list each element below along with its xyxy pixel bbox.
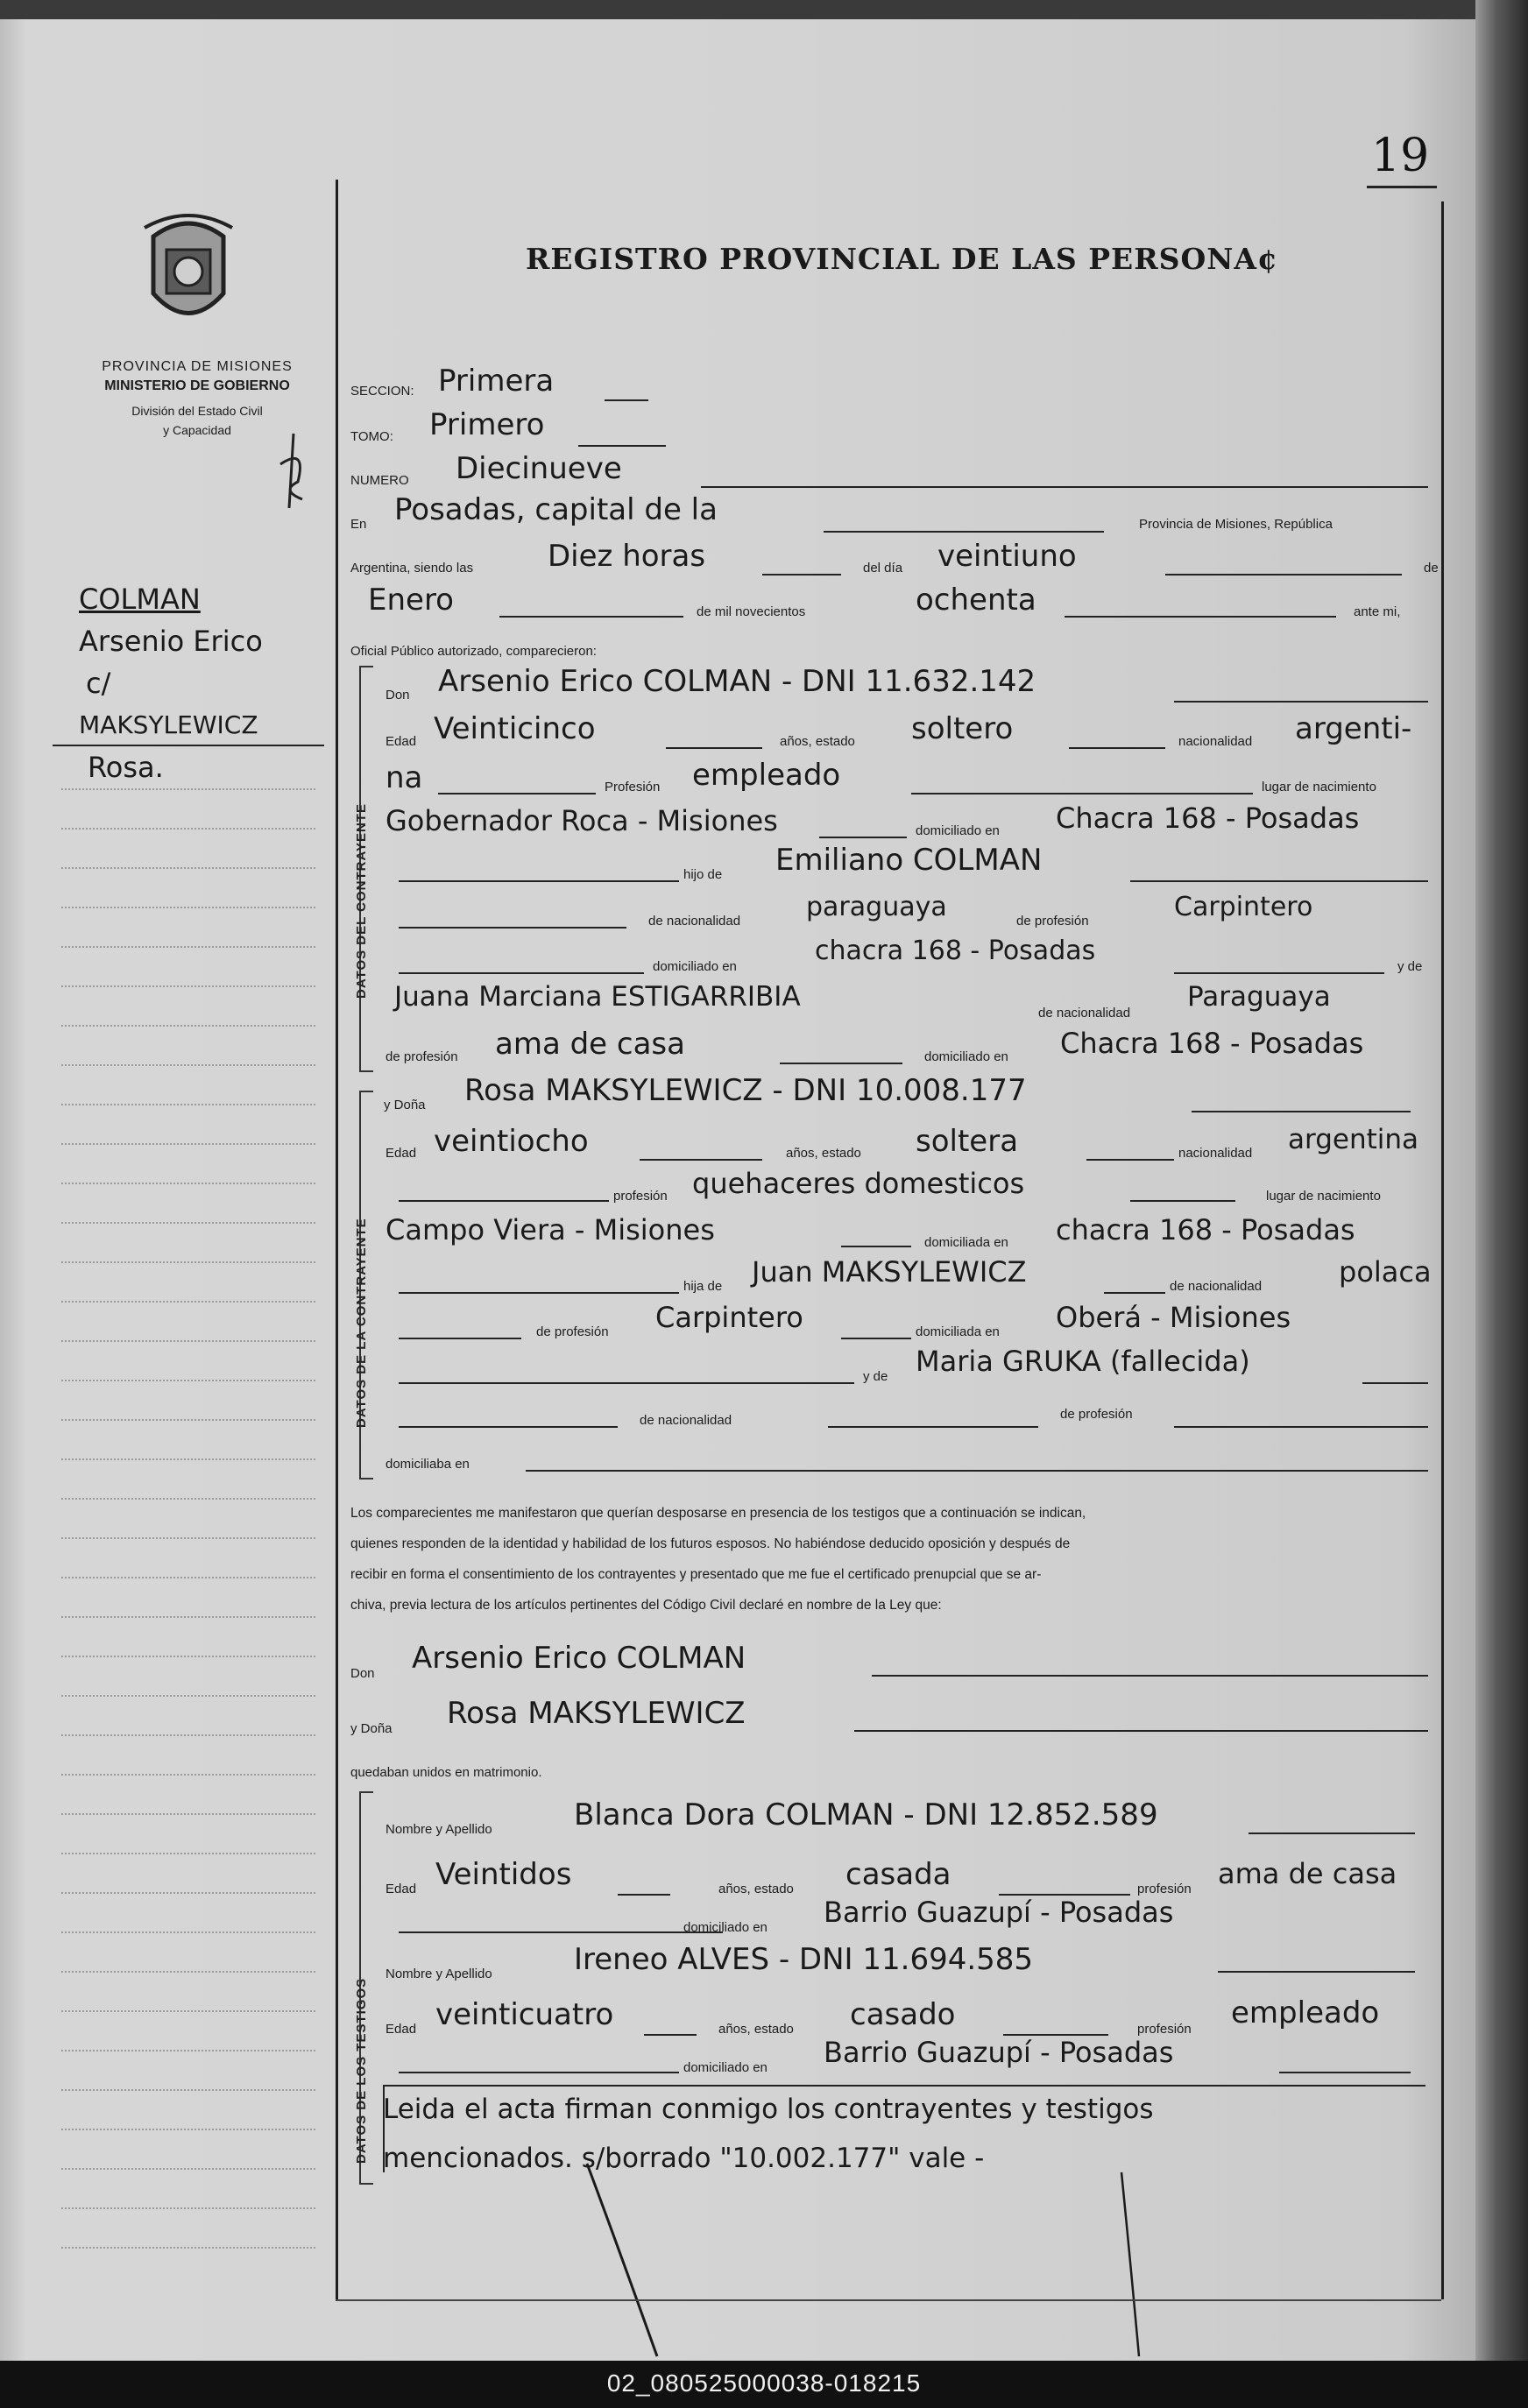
- edad2-label: Edad: [386, 1146, 417, 1161]
- testigo2-estado: casado: [850, 1997, 956, 2032]
- profesion-label: Profesión: [605, 780, 661, 794]
- testigo1-estado: casada: [845, 1857, 951, 1892]
- page-number: 19: [1371, 130, 1430, 182]
- madre-dom-label: domiciliado en: [924, 1049, 1008, 1064]
- org-division: División del Estado Civil: [131, 404, 263, 418]
- contrayente-nacionalidad: argenti-: [1295, 711, 1412, 746]
- closing-line-1: Leida el acta firman conmigo los contrayentes y testigos: [383, 2094, 1154, 2125]
- t2-prof-label: profesión: [1137, 2022, 1192, 2037]
- t2-name-label: Nombre y Apellido: [386, 1967, 492, 1981]
- profesion2-label: profesión: [613, 1189, 668, 1204]
- margin-conj: c/: [86, 667, 111, 700]
- mil-novecientos-label: de mil novecientos: [697, 604, 806, 619]
- padre2-nac-label: de nacionalidad: [1170, 1279, 1263, 1294]
- madre2-nac-label: de nacionalidad: [640, 1413, 732, 1428]
- contrayente-profesion: empleado: [692, 758, 841, 793]
- union-don-label: Don: [350, 1666, 375, 1681]
- contrayente-padre-nac: paraguaya: [806, 892, 947, 922]
- contrayente-name: Arsenio Erico COLMAN - DNI 11.632.142: [438, 664, 1036, 699]
- tomo-label: TOMO:: [350, 429, 393, 444]
- en-label: En: [350, 517, 367, 532]
- margin-given-2: Rosa.: [88, 751, 164, 784]
- hija-de-label: hija de: [683, 1279, 723, 1294]
- contrayente2-lugar: Campo Viera - Misiones: [386, 1213, 715, 1246]
- testigo2-edad: veinticuatro: [435, 1997, 614, 2032]
- testigo1-profesion: ama de casa: [1218, 1857, 1397, 1890]
- contrayente2-name: Rosa MAKSYLEWICZ - DNI 10.008.177: [464, 1073, 1027, 1108]
- contrayente-edad: Veinticinco: [434, 711, 596, 746]
- hora-value: Diez horas: [548, 539, 706, 574]
- closing-line-2: mencionados. s/borrado "10.002.177" vale -: [383, 2143, 985, 2174]
- seccion-value: Primera: [438, 364, 555, 399]
- page-right-edge: [1475, 0, 1528, 2365]
- right-margin-divider: [1441, 201, 1444, 2299]
- union-dona-label: y Doña: [350, 1721, 393, 1736]
- declaration-paragraph: [350, 1498, 1428, 1621]
- en-value: Posadas, capital de la: [394, 492, 718, 527]
- contrayente-domicilio: Chacra 168 - Posadas: [1056, 801, 1360, 835]
- margin-surname-2: MAKSYLEWICZ: [79, 710, 258, 739]
- t1-edad-label: Edad: [386, 1882, 417, 1896]
- union-don: Arsenio Erico COLMAN: [412, 1641, 746, 1676]
- dona-label: y Doña: [384, 1098, 426, 1112]
- padre2-dom-label: domiciliada en: [916, 1324, 1000, 1339]
- contrayente-padre-dom: chacra 168 - Posadas: [815, 936, 1096, 966]
- madre2-prof-label: de profesión: [1060, 1407, 1133, 1422]
- testigo1-name: Blanca Dora COLMAN - DNI 12.852.589: [574, 1797, 1158, 1832]
- anio-value: ochenta: [916, 583, 1036, 618]
- signature-strokes: [561, 2155, 1349, 2365]
- contrayente-madre-dom: Chacra 168 - Posadas: [1060, 1027, 1364, 1060]
- nacionalidad-label: nacionalidad: [1178, 734, 1253, 749]
- t1-dom-label: domiciliado en: [683, 1920, 768, 1935]
- footer-bar: [0, 2361, 1528, 2408]
- contrayente2-estado: soltera: [916, 1124, 1019, 1159]
- contrayente-estado: soltero: [911, 711, 1014, 746]
- contrayente2-edad: veintiocho: [434, 1124, 589, 1159]
- contrayente-padre: Emiliano COLMAN: [775, 843, 1043, 878]
- domiciliaba-label: domiciliaba en: [386, 1457, 470, 1472]
- contrayente2-padre-nac: polaca: [1339, 1255, 1432, 1289]
- testigo1-domicilio: Barrio Guazupí - Posadas: [824, 1896, 1174, 1929]
- t2-anios-label: años, estado: [718, 2022, 794, 2037]
- contrayente2-profesion: quehaceres domesticos: [692, 1167, 1025, 1200]
- madre-prof-label: de profesión: [386, 1049, 458, 1064]
- ante-mi-label: ante mi,: [1354, 604, 1401, 619]
- contrayente-nacionalidad-cont: na: [386, 760, 423, 795]
- org-capacity: y Capacidad: [163, 423, 231, 437]
- padre-prof-label: de profesión: [1016, 914, 1089, 929]
- testigos-section-label: DATOS DE LOS TESTIGOS: [354, 1977, 369, 2164]
- seccion-label: SECCION:: [350, 384, 414, 399]
- image-identifier: 02_080525000038-018215: [606, 2369, 922, 2397]
- padre2-prof-label: de profesión: [536, 1324, 609, 1339]
- de-label: de: [1424, 561, 1439, 576]
- tomo-value: Primero: [429, 407, 545, 442]
- declaration-line: quienes responden de la identidad y habilidad de los futuros esposos. No habiéndose deducido oposición y después de: [350, 1536, 1071, 1551]
- argentina-label: Argentina, siendo las: [350, 561, 474, 576]
- page-number-underline: [1367, 186, 1437, 188]
- contrayente-madre: Juana Marciana ESTIGARRIBIA: [394, 981, 801, 1013]
- quedaban-unidos: quedaban unidos en matrimonio.: [350, 1765, 542, 1780]
- contrayente2-madre: Maria GRUKA (fallecida): [916, 1345, 1250, 1378]
- contrayente2-domicilio: chacra 168 - Posadas: [1056, 1213, 1355, 1246]
- lugar-nacimiento-label: lugar de nacimiento: [1262, 780, 1376, 794]
- contrayente2-padre-prof: Carpintero: [655, 1301, 803, 1334]
- org-province: PROVINCIA DE MISIONES: [102, 359, 293, 374]
- contrayente-madre-nac: Paraguaya: [1187, 981, 1331, 1013]
- numero-label: NUMERO: [350, 473, 409, 488]
- org-ministry: MINISTERIO DE GOBIERNO: [104, 378, 290, 393]
- mes-value: Enero: [368, 583, 454, 618]
- testigo2-name: Ireneo ALVES - DNI 11.694.585: [574, 1942, 1034, 1977]
- union-dona: Rosa MAKSYLEWICZ: [447, 1696, 746, 1731]
- domiciliada-label: domiciliada en: [924, 1235, 1008, 1250]
- don-label: Don: [386, 688, 410, 703]
- left-margin-divider: [336, 180, 338, 2299]
- edad-label: Edad: [386, 734, 417, 749]
- t2-dom-label: domiciliado en: [683, 2060, 768, 2075]
- declaration-line: Los comparecientes me manifestaron que querían desposarse en presencia de los testigos que a continuación se indican,: [350, 1506, 1086, 1521]
- t1-anios-label: años, estado: [718, 1882, 794, 1896]
- dia-value: veintiuno: [937, 539, 1077, 574]
- margin-note-rule: [53, 745, 324, 746]
- testigo2-profesion: empleado: [1231, 1995, 1380, 2030]
- madre-nac-label: de nacionalidad: [1038, 1006, 1131, 1020]
- provincial-seal-icon: [136, 210, 241, 333]
- t2-edad-label: Edad: [386, 2022, 417, 2037]
- y-de-label: y de: [1397, 959, 1423, 974]
- contrayente2-nacionalidad: argentina: [1288, 1124, 1419, 1155]
- bottom-rule: [336, 2299, 1441, 2301]
- padre-nac-label: de nacionalidad: [648, 914, 741, 929]
- margin-given: Arsenio Erico: [79, 625, 263, 658]
- testigo1-edad: Veintidos: [435, 1857, 572, 1892]
- padre-dom-label: domiciliado en: [653, 959, 737, 974]
- t1-name-label: Nombre y Apellido: [386, 1822, 492, 1837]
- margin-surname: COLMAN: [79, 583, 201, 616]
- contrayente2-padre: Juan MAKSYLEWICZ: [752, 1255, 1027, 1289]
- contrayente-madre-prof: ama de casa: [495, 1027, 685, 1062]
- anios-estado2-label: años, estado: [786, 1146, 861, 1161]
- lugar2-label: lugar de nacimiento: [1266, 1189, 1381, 1204]
- oficial-label: Oficial Público autorizado, comparecieron:: [350, 644, 597, 659]
- numero-value: Diecinueve: [456, 451, 622, 486]
- provincia-label: Provincia de Misiones, República: [1139, 517, 1333, 532]
- del-dia-label: del día: [863, 561, 903, 576]
- contrayente2-section-label: DATOS DE LA CONTRAYENTE: [354, 1218, 369, 1428]
- contrayente2-padre-dom: Oberá - Misiones: [1056, 1301, 1291, 1334]
- declaration-line: recibir en forma el consentimiento de los contrayentes y presentado que me fue el certificado prenupcial que se ar-: [350, 1567, 1042, 1582]
- contrayente-padre-prof: Carpintero: [1174, 892, 1313, 922]
- testigo2-domicilio: Barrio Guazupí - Posadas: [824, 2036, 1174, 2069]
- y-de2-label: y de: [863, 1369, 888, 1384]
- domiciliado-label: domiciliado en: [916, 823, 1000, 838]
- document-title: REGISTRO PROVINCIAL DE LAS PERSONA¢: [526, 242, 1278, 276]
- contrayente-section-label: DATOS DEL CONTRAYENTE: [354, 803, 369, 999]
- page-top-edge: [0, 0, 1528, 19]
- initials-signature: [272, 429, 315, 517]
- declaration-line: chiva, previa lectura de los artículos pertinentes del Código Civil declaré en nombre de la Ley que:: [350, 1598, 942, 1613]
- t1-prof-label: profesión: [1137, 1882, 1192, 1896]
- contrayente-lugar: Gobernador Roca - Misiones: [386, 804, 778, 837]
- nacionalidad2-label: nacionalidad: [1178, 1146, 1253, 1161]
- hijo-de-label: hijo de: [683, 867, 723, 882]
- anios-estado-label: años, estado: [780, 734, 855, 749]
